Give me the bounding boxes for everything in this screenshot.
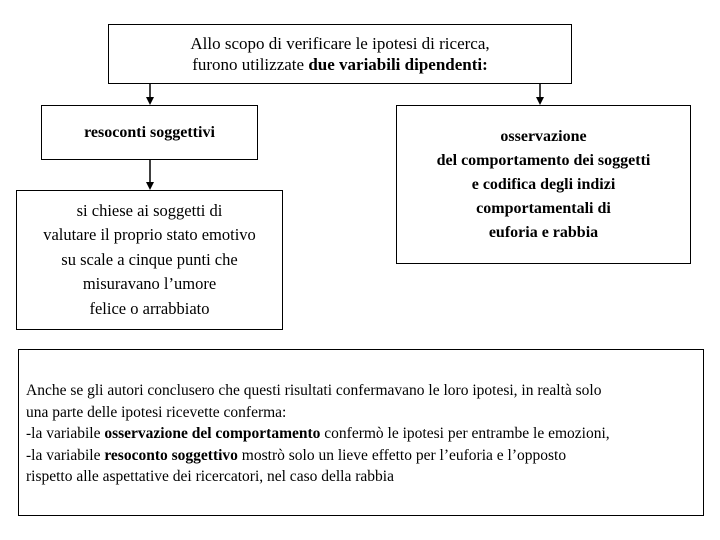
subjective-reports-label: resoconti soggettivi (84, 123, 215, 141)
conclusion-line-3-bold: osservazione del comportamento (104, 425, 321, 442)
conclusion-line-3 (26, 423, 610, 445)
description-line: su scale a cinque punti che (61, 249, 238, 269)
description-line: si chiese ai soggetti di (76, 200, 223, 220)
conclusion-line-3-end: confermò le ipotesi per entrambe le emozioni, (320, 425, 610, 442)
arrowhead-top-to-left (146, 97, 154, 105)
intro-line-2-text: furono utilizzate (192, 55, 309, 74)
conclusion-line-5: rispetto alle aspettative dei ricercatori, nel caso della rabbia (26, 468, 394, 485)
intro-box (108, 24, 572, 84)
observation-line: osservazione (500, 127, 587, 145)
description-line: misuravano l’umore (82, 274, 217, 294)
intro-line-1: Allo scopo di verificare le ipotesi di ricerca, (190, 34, 490, 53)
subjective-reports-description-box (16, 190, 283, 330)
intro-line-2-bold: due variabili dipendenti: (308, 55, 488, 74)
behavior-observation-box (396, 105, 691, 264)
arrowhead-top-to-right (536, 97, 544, 105)
conclusion-line-4 (26, 445, 566, 467)
conclusion-line-1: Anche se gli autori conclusero che questi risultati confermavano le loro ipotesi, in realtà solo (26, 382, 602, 399)
observation-line: e codifica degli indizi (471, 175, 616, 193)
observation-line: del comportamento dei soggetti (436, 151, 651, 169)
conclusion-box (18, 349, 704, 516)
conclusion-line-3-start: -la variabile (26, 425, 105, 442)
conclusion-line-4-end: mostrò solo un lieve effetto per l’euforia e l’opposto (237, 446, 567, 464)
description-line: felice o arrabbiato (89, 298, 210, 318)
subjective-reports-box (41, 105, 258, 160)
arrowhead-left-to-desc (146, 182, 154, 190)
description-line: valutare il proprio stato emotivo (43, 225, 256, 245)
conclusion-line-4-bold: resoconto soggettivo (104, 446, 238, 464)
conclusion-line-2: una parte delle ipotesi ricevette conferma: (26, 403, 287, 421)
observation-line: comportamentali di (476, 199, 611, 217)
observation-line: euforia e rabbia (488, 223, 599, 241)
conclusion-line-4-start: -la variabile (26, 446, 105, 464)
intro-line-2 (192, 54, 488, 75)
